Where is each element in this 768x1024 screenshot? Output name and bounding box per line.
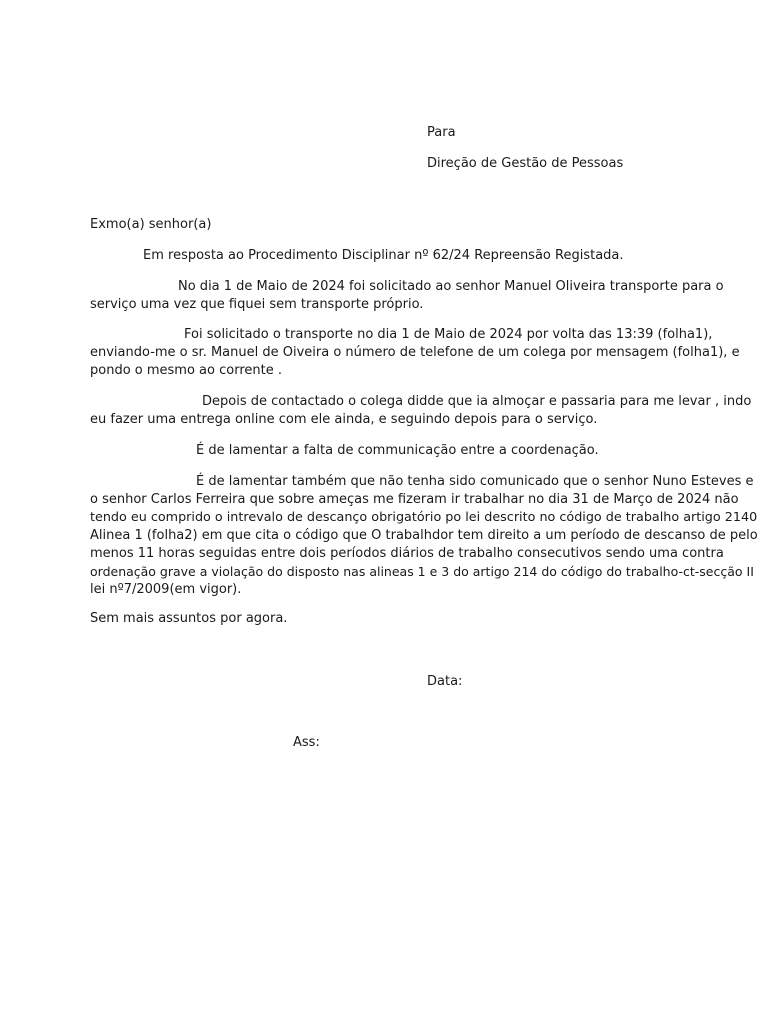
paragraph-1-line-1: No dia 1 de Maio de 2024 foi solicitado ao senhor Manuel Oliveira transporte para o — [178, 279, 724, 294]
paragraph-2-line-2: enviando-me o sr. Manuel de Oiveira o número de telefone de um colega por mensagem (folha1), e — [90, 345, 740, 360]
signature-label: Ass: — [293, 735, 320, 750]
paragraph-3-line-2: eu fazer uma entrega online com ele ainda, e seguindo depois para o serviço. — [90, 412, 598, 427]
subject-line: Em resposta ao Procedimento Disciplinar nº 62/24 Repreensão Registada. — [143, 248, 624, 263]
date-label: Data: — [427, 674, 463, 689]
paragraph-1-line-2: serviço uma vez que fiquei sem transporte próprio. — [90, 297, 424, 312]
paragraph-2-line-3: pondo o mesmo ao corrente . — [90, 363, 282, 378]
paragraph-2-line-1: Foi solicitado o transporte no dia 1 de Maio de 2024 por volta das 13:39 (folha1), — [184, 327, 713, 342]
paragraph-5-line-5: menos 11 horas seguidas entre dois períodos diários de trabalho consecutivos sendo uma contra — [90, 546, 724, 561]
recipient: Direção de Gestão de Pessoas — [427, 156, 624, 171]
paragraph-5-line-2: o senhor Carlos Ferreira que sobre ameças me fizeram ir trabalhar no dia 31 de Março de 2024 não — [90, 492, 739, 507]
paragraph-4-line-1: É de lamentar a falta de communicação entre a coordenação. — [196, 443, 599, 458]
paragraph-3-line-1: Depois de contactado o colega didde que ia almoçar e passaria para me levar , indo — [202, 394, 752, 409]
paragraph-5-line-1: É de lamentar também que não tenha sido comunicado que o senhor Nuno Esteves e — [196, 474, 754, 489]
paragraph-5-line-3: tendo eu comprido o intrevalo de descanço obrigatório po lei descrito no código de trabalho artigo 2140 — [90, 510, 758, 525]
salutation: Exmo(a) senhor(a) — [90, 217, 212, 232]
paragraph-5-line-7: lei nº7/2009(em vigor). — [90, 582, 242, 597]
closing-line: Sem mais assuntos por agora. — [90, 611, 288, 626]
to-label: Para — [427, 125, 456, 140]
paragraph-5-line-6: ordenação grave a violação do disposto nas alineas 1 e 3 do artigo 214 do código do trabalho-ct-secção II — [90, 564, 754, 579]
paragraph-5-line-4: Alinea 1 (folha2) em que cita o código que O trabalhdor tem direito a um período de descanso de pelo — [90, 528, 758, 543]
